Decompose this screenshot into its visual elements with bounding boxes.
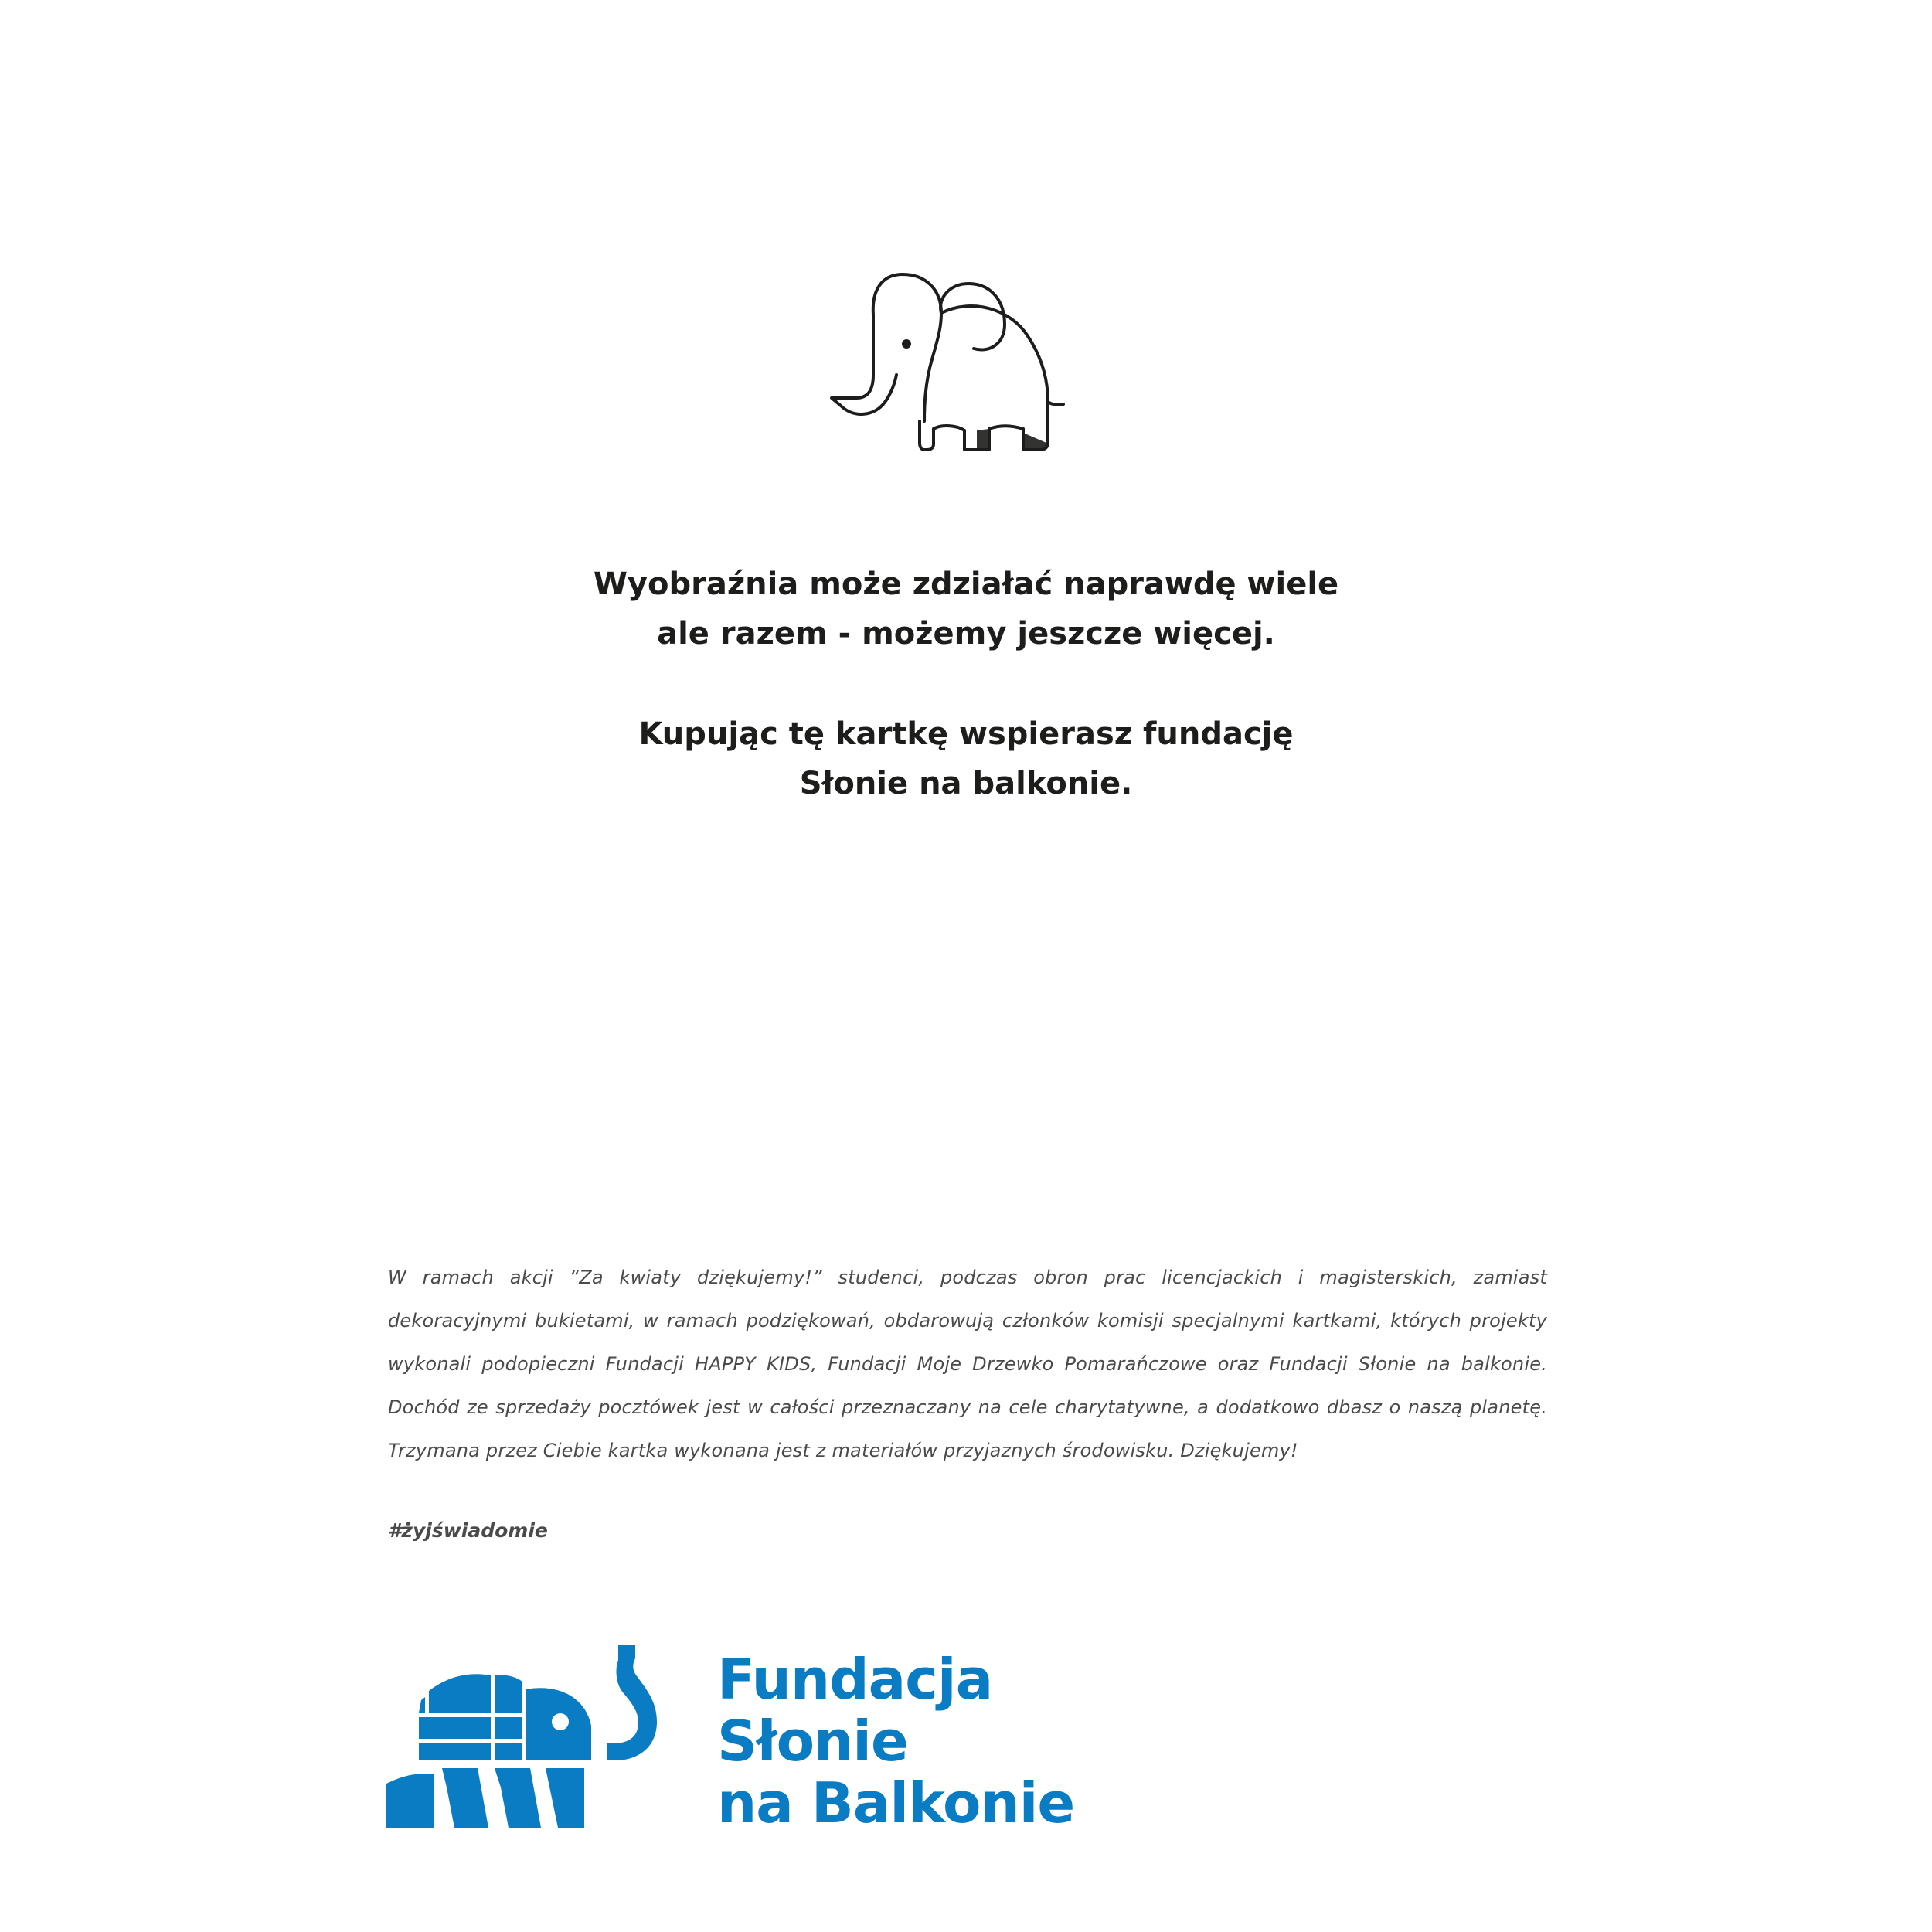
message-line-2: ale razem - możemy jeszcze więcej. (657, 616, 1275, 651)
description-paragraph: W ramach akcji “Za kwiaty dziękujemy!” studenci, podczas obron prac licencjackich i magisterskich, zamiast dekoracyjnymi bukietami, w ramach podziękowań, obdarowują członków komisji specjalnymi kartkami, których projekty wykonali podopieczni Fundacji HAPPY KIDS, Fundacji Moje Drzewko Pomarańczowe oraz Fundacji Słonie na balkonie. Dochód ze sprzedaży pocztówek jest w całości przeznaczany na cele charytatywne, a dodatkowo dbasz o naszą planetę. Trzymana przez Ciebie kartka wykonana jest z materiałów przyjaznych środowisku. Dziękujemy! (388, 1267, 1547, 1461)
elephant-outline-icon (825, 267, 1088, 456)
foundation-logo-text (717, 1648, 1074, 1834)
logo-line-2: Słonie (717, 1709, 908, 1774)
logo-line-1: Fundacja (717, 1647, 993, 1712)
message-line-1: Wyobraźnia może zdziałać naprawdę wiele (593, 566, 1339, 602)
message-line-4: Słonie na balkonie. (799, 766, 1133, 801)
foundation-elephant-logo-icon (386, 1645, 661, 1828)
message-block-2 (0, 709, 1932, 808)
logo-line-3: na Balkonie (717, 1770, 1075, 1835)
message-line-3: Kupując tę kartkę wspierasz fundację (638, 716, 1294, 752)
message-block-1 (0, 560, 1932, 658)
hashtag: #żyjświadomie (388, 1519, 548, 1542)
